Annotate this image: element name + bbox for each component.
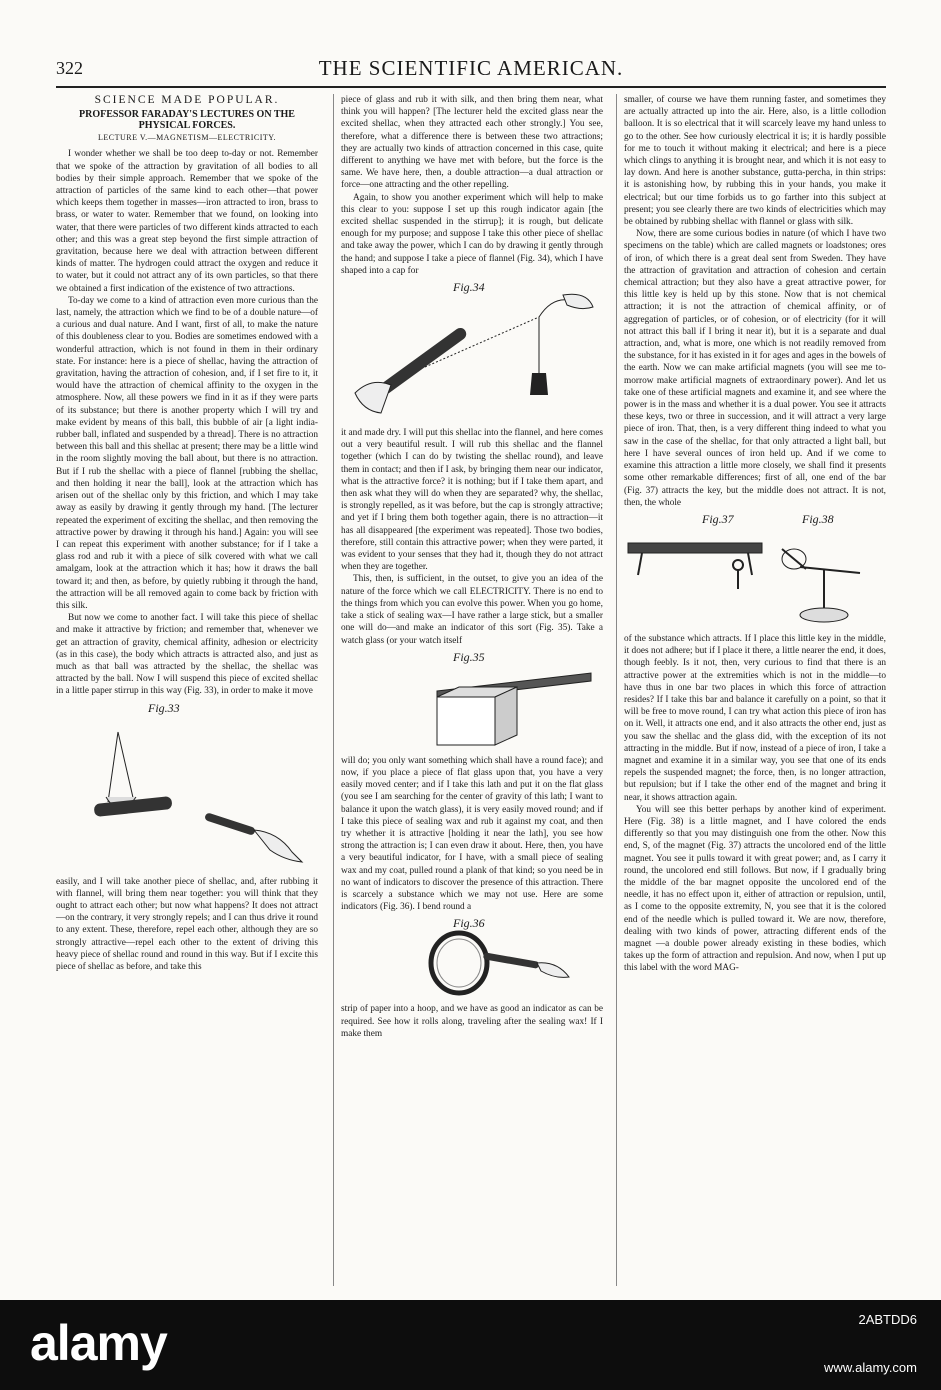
figure-35	[341, 651, 603, 751]
paragraph: But now we come to another fact. I will take this piece of shellac and make it attractive by friction; and remember that, whenever we get an attraction of gravity, chemical affinity, adhesion or electricity (as in this case), the body which attracts is attracted also, and just as much as that ball was attracted by the shellac, the shellac was attracted by the ball. Now I will suspend this piece of excited shellac in a little paper stirrup in this way (Fig. 33), in order to make it move	[56, 613, 318, 697]
section-heading: SCIENCE MADE POPULAR.	[94, 94, 280, 106]
stock-site-url: www.alamy.com	[824, 1360, 917, 1375]
fig37-38-illustration	[624, 513, 886, 629]
figure-caption: Fig.37	[702, 511, 734, 526]
stock-logo: alamy	[30, 1315, 167, 1371]
paragraph: it and made dry. I will put this shellac into the flannel, and here comes out a very beautiful result. I will rub this shellac and the flannel together (which I can do by twisting the shellac round), and leave them in contact; and then if I ask, by bringing them near our indicator, what is the attractive force? it is nothing; but if I take them apart, and then ask what they will do when they are separated? why, the shellac, is strongly repelled, as it was before, but the cap is strongly attractive; and yet if I bring them both together again, there is no attraction—it has all disappeared [the experiment was repeated]. Those two bodies, therefore, still contain this attractive power; when they were parted, it was evident to your senses that they had it, though they do not attract when they are together.	[341, 428, 603, 573]
column-rule	[333, 94, 334, 1286]
fig33-illustration	[56, 702, 318, 872]
paragraph: To-day we come to a kind of attraction even more curious than the last, namely, the attraction which we find to be of a double nature—of a curious and dual nature. And I want, first of all, to make the nature of this doubleness clear to you. Bodies are sometimes endowed with a wonderful attraction, which is not found in them in their ordinary state. For instance: here is a piece of shellac, having the attraction of gravitation, having the attraction of cohesion, and, if I set fire to it, it would have the attraction of chemical affinity to the oxygen in the atmosphere. Now, all these powers we find in it as if they were parts of its substance; but there is another property which I will try and make evident by means of this ball, this bubble of air [a light india-rubber ball, inflated and suspended by a thread]. There is no attraction between this ball and this shellac at present; there may be a little wind in the room slightly moving the ball about, but there is no attraction. But if I rub the shellac with a piece of flannel [rubbing the shellac, and then holding it near the ball], look at the attraction which has arisen out of the shellac only by this friction, and which I may take away as easily by drawing it gently through my hand. [The lecturer repeated the experiment of exciting the shellac, and then removing the attractive power by drawing it through his hand.] Again: you will see I can repeat this experiment with another substance; for if I take a glass rod and rub it with a piece of silk covered with what we call amalgam, look at the attraction which it has; how it draws the ball toward it; and then, as before, by quietly rubbing it through the hand, the attraction will be all removed again to come back by friction with this silk.	[56, 295, 318, 611]
figure-caption: Fig.35	[453, 649, 485, 664]
figure-caption: Fig.38	[802, 511, 834, 526]
column-1	[56, 94, 318, 973]
paragraph: I wonder whether we shall be too deep to-day or not. Remember that we spoke of the attraction by gravitation of all bodies to all bodies by their simple approach. Remember that we spoke of the attraction of particles of the same kind to each other—that power which keeps them together in masses—iron attracted to iron, brass to brass, or water to water. Remember that we found, on looking into water, that there were particles of two different kinds attracted to each other; and this was a great step beyond the first simple attraction of gravitation, because here we deal with attraction between different kinds of matter. The hydrogen could attract the oxygen and reduce it to water, but it could not attract any of its own particles, so that there we obtained a first indication of the existence of two attractions.	[56, 149, 318, 294]
paragraph: of the substance which attracts. If I place this little key in the middle, it does not adhere; but if I place it there, a little nearer the end, it does, though feebly. Is it not, then, very curious to find that there is an attractive power at the extremities which is not in the middle—to have thus in one bar two places in which this force of attraction resides? If I take this bar and balance it carefully on a point, so that it will be free to move round, I can try what action this piece of iron has on it. Well, it attracts one end, and it also attracts the other end, just as you saw the shellac and the glass did, with the exception of its not attracting in the middle. But if now, instead of a piece of iron, I take a magnet and examine it in a similar way, you see that one of its ends repels the suspended magnet; the force, then, is no longer attraction, but repulsion; but if I take the other end of the magnet and bring it near, it shows attraction again.	[624, 633, 886, 803]
paragraph: piece of glass and rub it with silk, and then bring them near, what think you will happen? [The lecturer held the excited glass near the excited shellac, when they attracted each other strongly.] You see, therefore, what a difference there is between these two attractions; they are actually two kinds of attraction concerned in this case, quite different to anything we have met with before, but the force is the same. We have here, then, a double attraction—a dual attraction or force—one attracting and the other repelling.	[341, 95, 603, 191]
figure-caption: Fig.33	[148, 700, 180, 715]
image-id: 2ABTDD6	[858, 1312, 917, 1327]
figure-34	[341, 281, 603, 423]
fig35-illustration	[341, 651, 603, 751]
paragraph: This, then, is sufficient, in the outset, to give you an idea of the nature of the force which we call ELECTRICITY. There is no end to the things from which you can evolve this power. When you go home, take a stick of sealing wax—I have rather a large stick, but a smaller one will do—and make an indicator of this sort (Fig. 35). Take a watch glass (or your watch itself	[341, 574, 603, 646]
paragraph: Again, to show you another experiment which will help to make this clear to you: suppose I set up this rough indicator again [the excited shellac suspended in the stirrup]; it is rough, but delicate enough for my purpose; and suppose I take this other piece of shellac and take away the power, which I can do by drawing it gently through the hand; and suppose I take a piece of flannel (Fig. 34), which I have shaped into a cap for	[341, 192, 603, 276]
fig34-illustration	[341, 281, 603, 423]
page-header	[56, 56, 886, 88]
watermark-bar	[0, 1300, 941, 1390]
paragraph: Now, there are some curious bodies in nature (of which I have two specimens on the table) which are called magnets or loadstones; ores of iron, of which there is a great deal sent from Sweden. They have the attraction of gravitation and attraction of cohesion and certain chemical attraction; but they also have a great attractive power, for this little key is held up by this stone. Now that is not chemical attraction; it is not the attraction of chemical affinity, or of aggregation of particles, or of cohesion, or of electricity (for it will not attract this ball if I bring it near it), but it is a separate and dual attraction, and, what is more, one which is not readily removed from the substance, for it has existed in it for ages and ages in the bowels of the earth. Now we can make artificial magnets (you will see me to-morrow make artificial magnets of extraordinary power). And let us take one of these artificial magnets and examine it, and see where the power is in the mass and whether it is a dual power. You see it attracts these keys, two or three in succession, and it will attract a very large piece of iron. That, then, is a very different thing indeed to what you saw in the case of the shellac, for that only attracted a light ball, but here I have several ounces of iron held up. And if we come to examine this attraction a little more closely, we shall find it presents some other remarkable differences; first of all, one end of the bar (Fig. 37) attracts the key, but the middle does not attract. It is not, then, the whole	[624, 229, 886, 508]
paragraph: You will see this better perhaps by another kind of experiment. Here (Fig. 38) is a little magnet, and I have colored the ends differently so that you may distinguish one from the other. Now this end, S, of the magnet (Fig. 37) attracts the uncolored end of the little magnet. You see it pulls toward it with great power; and, as I carry it round, the uncolored end still follows. But now, if I gradually bring the middle of the bar magnet opposite the uncolored end of the needle, it has no effect upon it, either of attraction or repulsion, until, as I come to the opposite extremity, N, you see that it is the colored end of the needle which is pulled toward it. We are now, therefore, dealing with two kinds of power, attracting different ends of the magnet —a double power already existing in these bodies, which takes up the form of attraction and repulsion. And now, when I put up this label with the word MAG-	[624, 804, 886, 974]
column-rule	[616, 94, 617, 1286]
column-3	[624, 94, 886, 975]
figure-caption: Fig.36	[453, 916, 485, 931]
column-2	[341, 94, 603, 1040]
article-title: PROFESSOR FARADAY'S LECTURES ON THE PHYSICAL FORCES.	[79, 109, 295, 132]
paragraph: will do; you only want something which shall have a round face); and now, if you place a piece of flat glass upon that, you have a very easily moved center; and if I take this lath and put it on the flat glass (you see I am searching for the center of gravity of this lath; I want to balance it upon the watch glass), it is very easily moved round; and if I take this piece of sealing wax and rub it against my coat, and then try whether it is attractive [holding it near the lath], you see how strong the attraction is; I can even draw it about. Here, then, you have a very beautiful indicator, for I have, with a small piece of sealing wax and my coat, pulled round a plank of that kind; so you need be in no want of indicators to discover the presence of this attraction. There is scarcely a substance which we may not use. Here are some indicators (Fig. 36). I bend round a	[341, 755, 603, 913]
paragraph: easily, and I will take another piece of shellac, and, after rubbing it with flannel, will bring them near together: you will think that they ought to attract each other; but now what happens? It does not attract—on the contrary, it very strongly repels; and I can thus drive it round to any extent. These, therefore, repel each other, although they are so strongly attractive—repel each other to the extent of driving this heavy piece of shellac round and round in this way. But if I excite this piece of shellac as before, and take this	[56, 876, 318, 972]
page-number: 322	[56, 58, 83, 78]
figure-36	[341, 917, 603, 999]
paragraph: strip of paper into a hoop, and we have as good an indicator as can be required. See how it rolls along, traveling after the sealing wax! If I make them	[341, 1004, 603, 1039]
figure-caption: Fig.34	[453, 280, 485, 295]
masthead-title: THE SCIENTIFIC AMERICAN.	[318, 56, 624, 80]
figure-33	[56, 702, 318, 872]
lecture-subtitle: LECTURE V.—MAGNETISM—ELECTRICITY.	[97, 133, 277, 143]
figure-37-38	[624, 513, 886, 629]
paragraph: smaller, of course we have them running faster, and sometimes they are actually attracted up into the air. Here, also, is a little collodion balloon. It is so electrical that it will scarcely leave my hand unless to go to the other. See how curiously electrical it is; it is hardly possible for me to touch it without making it electrical; and here is a piece which clings to anything it is brought near, and which it is not easy to lay down. And here is another substance, gutta-percha, in thin strips: it is astonishing how, by rubbing this in your hands, you make it electrical; but our time forbids us to go farther into this subject at present; you see clearly there are two kinds of electricities which may be obtained by rubbing shellac with flannel or glass with silk.	[624, 95, 886, 228]
